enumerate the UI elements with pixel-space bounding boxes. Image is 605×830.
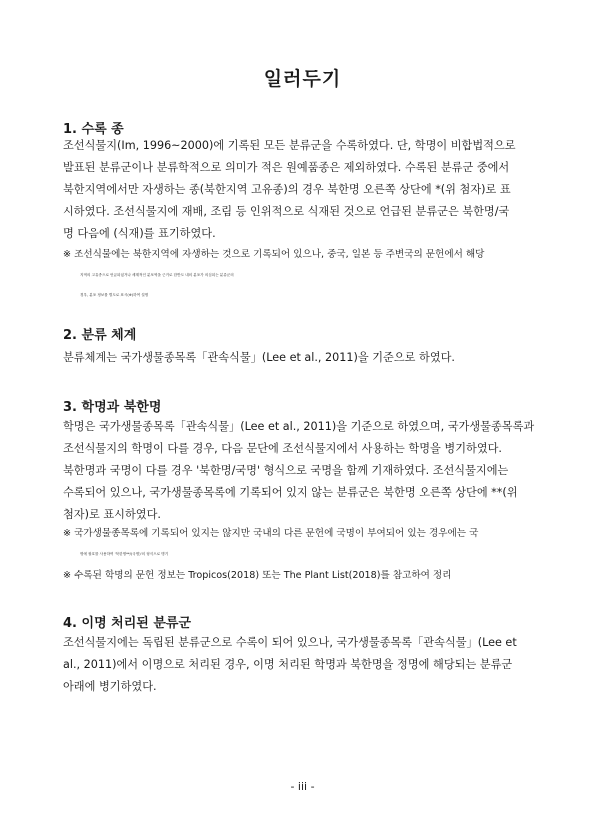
- section-2-line: 분류체계는 국가생물종목록「관속식물」(Lee et al., 2011)을 기준으로 하였다.: [63, 351, 455, 364]
- section-3-heading: 3. 학명과 북한명: [63, 400, 162, 415]
- section-3-line: 북한명과 국명이 다를 경우 '북한명/국명' 형식으로 국명을 함께 기재하였다. 조선식물지에는: [63, 464, 509, 477]
- section-3-line: 수록되어 있으나, 국가생물종목록에 기록되어 있지 않는 분류군은 북한명 오른쪽 상단에 **(위: [63, 486, 518, 499]
- page-title: 일러두기: [263, 68, 342, 90]
- section-1-line: 명 다음에 (식재)를 표기하였다.: [63, 227, 216, 240]
- section-1-note: [63, 245, 543, 305]
- section-1-heading: 1. 수록 종: [63, 122, 124, 137]
- section-4-body: [63, 632, 543, 698]
- section-1-line: 북한지역에서만 자생하는 종(북한지역 고유종)의 경우 북한명 오른쪽 상단에 *(위 첨자)로 표: [63, 183, 511, 196]
- section-1-line: 발표된 분류군이나 분류학적으로 의미가 적은 원예품종은 제외하였다. 수록된 분류군 중에서: [63, 161, 510, 174]
- section-4-line: 아래에 병기하였다.: [63, 680, 157, 693]
- section-4-line: al., 2011)에서 이명으로 처리된 경우, 이명 처리된 학명과 북한명을 정명에 해당되는 분류군: [63, 658, 513, 671]
- note-line: ※ 조선식물에는 북한지역에 자생하는 것으로 기록되어 있으나, 중국, 일본 등 주변국의 문헌에서 해당: [63, 249, 485, 260]
- section-1-line: 조선식물지(Im, 1996~2000)에 기록된 모든 분류군을 수록하였다. 단, 학명이 비합법적으로: [63, 139, 516, 152]
- section-3-line: 조선식물지의 학명이 다를 경우, 다음 문단에 조선식물지에서 사용하는 학명을 병기하였다.: [63, 442, 502, 455]
- note-line: 경우, 분포 정보를 별도로 표시(※)하여 설명: [80, 293, 149, 297]
- section-1-line: 시하였다. 조선식물지에 재배, 조림 등 인위적으로 식재된 것으로 언급된 분류군은 북한명/국: [63, 205, 510, 218]
- section-4-heading: 4. 이명 처리된 분류군: [63, 616, 192, 631]
- section-3-note-2: [63, 566, 543, 586]
- section-3-body: [63, 416, 543, 526]
- section-4-line: 조선식물지에는 독립된 분류군으로 수록이 되어 있으나, 국가생물종목록「관속식물」(Lee et: [63, 636, 517, 649]
- section-3-line: 학명은 국가생물종목록「관속식물」(Lee et al., 2011)을 기준으로 하였으며, 국가생물종목록과: [63, 420, 535, 433]
- note-line: ※ 수록된 학명의 문헌 정보는 Tropicos(2018) 또는 The Plant List(2018)를 참고하여 정리: [63, 570, 452, 581]
- note-line: 지역의 고유종으로 언급되었거나 세계적인 분포역을 근거로 한반도 내의 분포가 의심되는 분류군의: [80, 273, 234, 277]
- section-2-body: [63, 347, 543, 369]
- note-line: ※ 국가생물종목록에 기록되어 있지는 않지만 국내의 다른 문헌에 국명이 부여되어 있는 경우에는 국: [63, 528, 479, 539]
- page-number: - iii -: [290, 780, 315, 793]
- section-3-line: 첨자)로 표시하였다.: [63, 508, 161, 521]
- section-2-heading: 2. 분류 체계: [63, 328, 137, 343]
- section-3-note-1: [63, 524, 543, 564]
- note-line: 명에 괄호를 사용하여 '북한명**/(국명)'의 형식으로 병기: [80, 552, 169, 556]
- section-1-body: [63, 135, 543, 245]
